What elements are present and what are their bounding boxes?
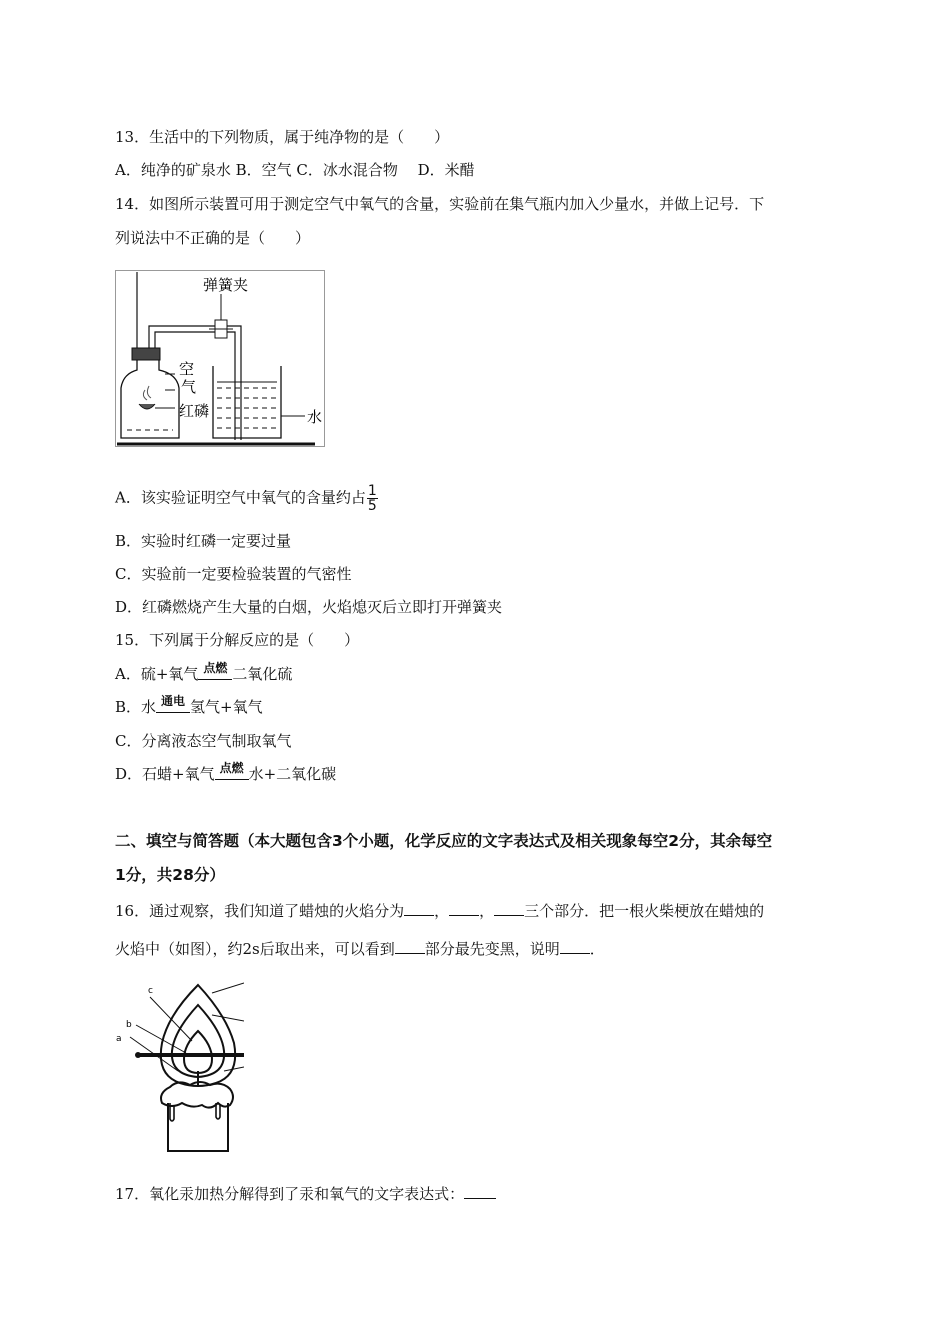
q15-d-right: 水+二氧化碳 <box>248 765 337 783</box>
q14-option-b: B．实验时红磷一定要过量 <box>115 532 292 550</box>
q14-option-a-text: A．该实验证明空气中氧气的含量约占 <box>115 488 366 507</box>
q14-stem-line1: 14．如图所示装置可用于测定空气中氧气的含量，实验前在集气瓶内加入少量水，并做上记号．下 <box>115 195 765 213</box>
q16-line1-b: 三个部分．把一根火柴梗放在蜡烛的 <box>524 902 765 920</box>
q15-option-c: C．分离液态空气制取氧气 <box>115 732 292 750</box>
q15-stem: 15．下列属于分解反应的是（ ） <box>115 631 360 649</box>
reaction-condition: 点燃 <box>219 761 244 775</box>
q15-option-d <box>115 763 336 785</box>
q16-line1 <box>115 899 764 922</box>
q17-stem: 17．氧化汞加热分解得到了汞和氧气的文字表达式： <box>115 1185 465 1203</box>
q14-stem-line2: 列说法中不正确的是（ ） <box>115 229 311 247</box>
q15-option-a <box>115 663 292 685</box>
q15-option-b <box>115 696 263 718</box>
air-label-1: 空 <box>179 360 195 378</box>
section2-heading-line1: 二、填空与简答题（本大题包含3个小题，化学反应的文字表达式及相关现象每空2分，其余每空 <box>115 832 773 850</box>
q16-sep1: ， <box>434 902 450 920</box>
fraction-denominator: 5 <box>367 498 377 514</box>
reaction-condition: 点燃 <box>203 661 228 675</box>
q14-option-a <box>115 484 378 513</box>
q13-stem: 13．生活中的下列物质，属于纯净物的是（ ） <box>115 128 450 146</box>
q16-line2-b: 部分最先变黑，说明 <box>424 940 560 958</box>
q14-option-c: C．实验前一定要检验装置的气密性 <box>115 565 352 583</box>
q16-line2-c: ． <box>589 940 605 958</box>
flame-label-c: c <box>148 986 153 996</box>
q15-d-left: D．石蜡+氧气 <box>115 765 215 783</box>
q13-options: A．纯净的矿泉水 B．空气 C．冰水混合物 D．米醋 <box>115 161 475 179</box>
q14-option-d: D．红磷燃烧产生大量的白烟，火焰熄灭后立即打开弹簧夹 <box>115 598 503 616</box>
section2-heading-line2: 1分，共28分） <box>115 866 225 884</box>
answer-blank-1[interactable] <box>404 899 434 916</box>
q16-line1-a: 16．通过观察，我们知道了蜡烛的火焰分为 <box>115 902 405 920</box>
reaction-arrow <box>156 696 190 718</box>
flame-label-a: a <box>116 1034 122 1044</box>
q16-line2 <box>115 937 605 960</box>
air-label-2: 气 <box>181 378 197 396</box>
q15-b-right: 氢气+氧气 <box>190 698 263 716</box>
q17-line <box>115 1182 496 1205</box>
fraction-one-fifth <box>367 484 378 513</box>
answer-blank-6[interactable] <box>464 1182 496 1199</box>
q16-sep2: ， <box>479 902 495 920</box>
q15-b-left: B．水 <box>115 698 157 716</box>
oxygen-apparatus-figure <box>115 270 330 452</box>
answer-blank-5[interactable] <box>560 937 590 954</box>
fraction-numerator: 1 <box>367 483 377 499</box>
answer-blank-3[interactable] <box>494 899 524 916</box>
reaction-arrow <box>215 763 249 785</box>
reaction-arrow <box>198 663 232 685</box>
water-label: 水 <box>307 408 323 426</box>
q15-a-left: A．硫+氧气 <box>115 665 199 683</box>
answer-blank-2[interactable] <box>449 899 479 916</box>
flame-label-b: b <box>126 1020 132 1030</box>
q15-a-right: 二氧化硫 <box>232 665 293 683</box>
candle-flame-figure <box>112 975 244 1153</box>
answer-blank-4[interactable] <box>395 937 425 954</box>
q16-line2-a: 火焰中（如图），约2s后取出来，可以看到 <box>115 940 395 958</box>
phosphorus-label: 红磷 <box>179 402 210 420</box>
spring-clip-label: 弹簧夹 <box>203 276 249 294</box>
reaction-condition: 通电 <box>161 694 186 708</box>
